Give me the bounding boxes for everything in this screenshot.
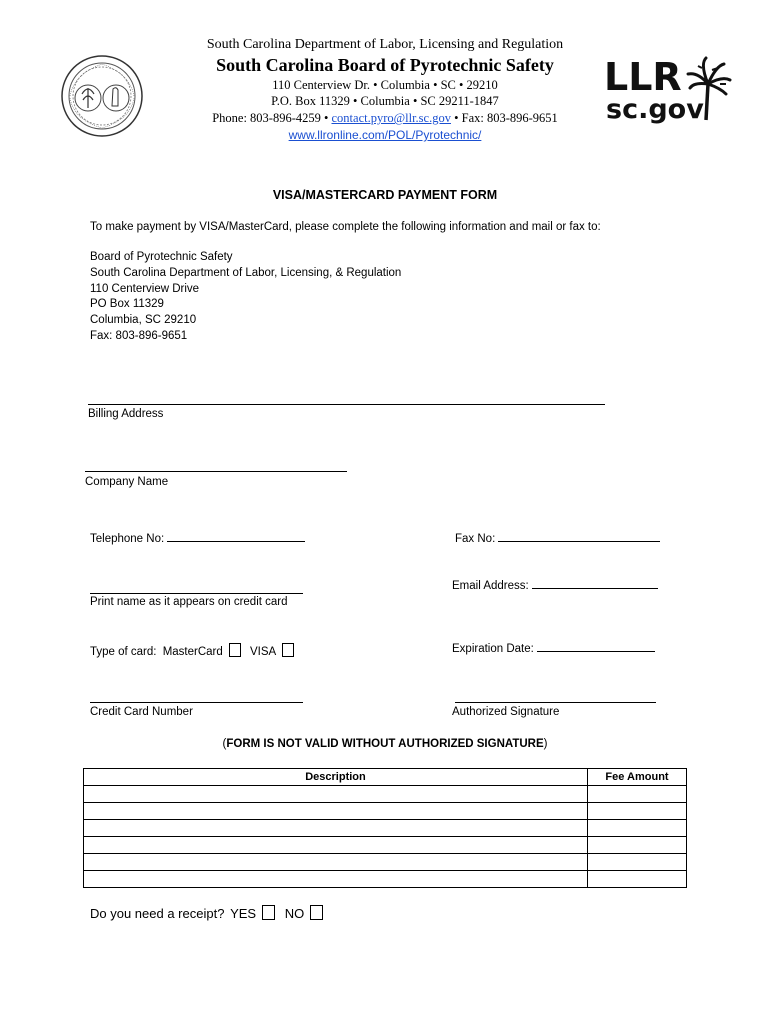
fee-cell[interactable] <box>588 837 687 854</box>
logo-scgov-text: sc.gov <box>606 94 704 125</box>
fax-row <box>455 533 660 545</box>
table-row <box>84 854 687 871</box>
description-cell[interactable] <box>84 820 588 837</box>
phone-text: Phone: 803-896-4259 • <box>212 111 332 125</box>
fee-table <box>83 768 687 888</box>
expiration-row <box>452 643 655 655</box>
mail-line: South Carolina Department of Labor, Licensing, & Regulation <box>90 266 402 279</box>
telephone-row <box>90 533 305 545</box>
fax-text: • Fax: 803-896-9651 <box>450 111 558 125</box>
receipt-row <box>90 905 323 921</box>
visa-checkbox[interactable] <box>282 643 294 657</box>
mastercard-checkbox[interactable] <box>229 643 241 657</box>
department-name: South Carolina Department of Labor, Licensing and Regulation <box>206 37 564 52</box>
card-type-row <box>90 643 294 658</box>
fax-label: Fax No: <box>455 533 496 545</box>
mastercard-label: MasterCard <box>162 646 223 658</box>
notice-text: FORM IS NOT VALID WITHOUT AUTHORIZED SIGNATURE <box>226 738 544 750</box>
fax-field[interactable] <box>498 541 660 542</box>
signature-notice <box>0 738 770 750</box>
table-row <box>84 803 687 820</box>
receipt-yes-label: YES <box>230 906 257 921</box>
table-row <box>84 786 687 803</box>
company-name-field[interactable] <box>85 471 347 472</box>
expiration-label: Expiration Date: <box>452 643 534 655</box>
fee-cell[interactable] <box>588 786 687 803</box>
billing-address-field[interactable] <box>88 404 605 405</box>
billing-address-label: Billing Address <box>88 408 164 420</box>
receipt-question: Do you need a receipt? <box>90 906 225 921</box>
company-name-label: Company Name <box>85 476 169 488</box>
card-number-field[interactable] <box>90 702 303 703</box>
email-row <box>452 580 658 592</box>
email-field[interactable] <box>532 588 658 589</box>
telephone-label: Telephone No: <box>90 533 165 545</box>
notice-close: ) <box>543 738 548 750</box>
contact-line <box>0 111 770 126</box>
print-name-label: Print name as it appears on credit card <box>90 596 288 608</box>
board-name: South Carolina Board of Pyrotechnic Safety <box>216 55 554 75</box>
form-title: VISA/MASTERCARD PAYMENT FORM <box>272 188 498 202</box>
signature-label: Authorized Signature <box>452 706 560 718</box>
telephone-field[interactable] <box>167 541 305 542</box>
visa-label: VISA <box>249 646 277 658</box>
email-link[interactable]: contact.pyro@llr.sc.gov <box>331 111 451 125</box>
table-row <box>84 871 687 888</box>
intro-text: To make payment by VISA/MasterCard, please complete the following information and mail or fax to: <box>90 221 601 233</box>
description-cell[interactable] <box>84 854 588 871</box>
fee-cell[interactable] <box>588 871 687 888</box>
description-cell[interactable] <box>84 837 588 854</box>
receipt-no-label: NO <box>284 906 305 921</box>
mail-line: 110 Centerview Drive <box>90 282 200 295</box>
receipt-yes-checkbox[interactable] <box>262 905 275 920</box>
card-type-label: Type of card: <box>90 646 157 658</box>
description-cell[interactable] <box>84 871 588 888</box>
description-cell[interactable] <box>84 803 588 820</box>
notice-open: ( <box>222 738 227 750</box>
email-label: Email Address: <box>452 580 529 592</box>
mail-line: Columbia, SC 29210 <box>90 314 197 327</box>
signature-field[interactable] <box>455 702 656 703</box>
description-header: Description <box>84 769 588 786</box>
receipt-no-checkbox[interactable] <box>310 905 323 920</box>
table-header-row <box>84 769 687 786</box>
address-line-1: 110 Centerview Dr. • Columbia • SC • 29210 <box>272 78 498 92</box>
fee-cell[interactable] <box>588 854 687 871</box>
table-row <box>84 837 687 854</box>
fee-amount-header: Fee Amount <box>588 769 687 786</box>
mail-line: Board of Pyrotechnic Safety <box>90 251 233 263</box>
mailing-address <box>90 250 401 345</box>
print-name-field[interactable] <box>90 593 303 594</box>
mail-line: PO Box 11329 <box>90 298 164 311</box>
mail-line: Fax: 803-896-9651 <box>90 329 188 342</box>
fee-cell[interactable] <box>588 803 687 820</box>
description-cell[interactable] <box>84 786 588 803</box>
expiration-field[interactable] <box>537 651 655 652</box>
fee-cell[interactable] <box>588 820 687 837</box>
address-line-2: P.O. Box 11329 • Columbia • SC 29211-1847 <box>271 94 499 108</box>
website-link[interactable]: www.llronline.com/POL/Pyrotechnic/ <box>288 128 482 142</box>
logo-llr-text: LLR <box>604 55 682 99</box>
card-number-label: Credit Card Number <box>90 706 193 718</box>
table-row <box>84 820 687 837</box>
website-link-row <box>0 128 770 142</box>
